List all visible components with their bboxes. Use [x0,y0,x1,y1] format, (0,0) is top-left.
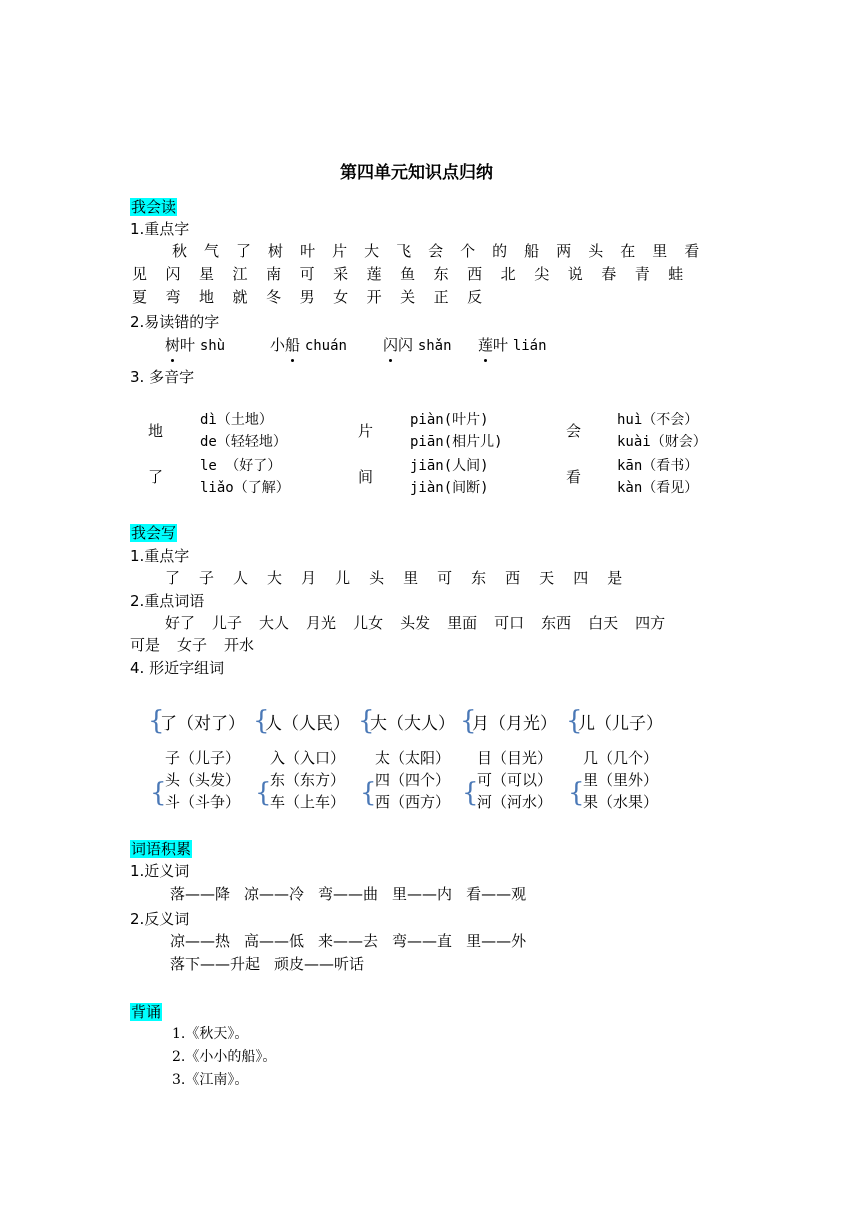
brace-icon: { [148,706,165,736]
key-char: 春 [601,265,617,283]
misread-item: 莲叶 lián [478,336,547,354]
poly-reading: kuài（财会） [617,434,707,450]
brace-icon: { [358,706,375,736]
synonym-pair: 凉——冷 [244,885,305,903]
key-char: 南 [266,265,282,283]
page-title: 第四单元知识点归纳 [340,163,493,183]
key-char: 人 [233,569,249,587]
key-word: 头发 [400,614,431,632]
recite-item: 2.《小小的船》。 [172,1049,277,1065]
antonym-pair: 落下——升起 [170,955,261,973]
key-word: 大人 [259,614,290,632]
section-vocab-header: 词语积累 [131,840,192,858]
key-char: 头 [588,242,604,260]
key-char: 秋 [172,242,188,260]
read-misread-heading: 2.易读错的字 [130,313,220,331]
similar-pair-word: 头（头发） [165,771,241,789]
key-char: 青 [634,265,650,283]
read-key-chars-row-3 [132,286,501,308]
key-char: 个 [460,242,476,260]
poly-reading: le （好了） [200,458,282,474]
similar-pair-word: 四（四个） [375,771,451,789]
key-word: 可口 [494,614,525,632]
similar-pair-word: 里（里外） [583,771,659,789]
similar-top-word: 人（人民） [265,714,350,734]
antonym-pair: 弯——直 [392,932,453,950]
key-word: 儿女 [353,614,384,632]
key-char: 叶 [300,242,316,260]
synonym-pair: 落——降 [170,885,231,903]
key-char: 大 [267,569,283,587]
misread-item: 树叶 shù [165,336,226,354]
key-char: 片 [332,242,348,260]
brace-icon: { [462,778,479,808]
key-char: 说 [567,265,583,283]
read-key-chars-row-2 [132,263,702,285]
key-char: 蛙 [668,265,684,283]
key-word: 女子 [177,636,208,654]
key-char: 男 [299,288,315,306]
synonym-pair: 弯——曲 [318,885,379,903]
key-char: 是 [607,569,623,587]
vocab-ant-heading: 2.反义词 [130,910,190,928]
misread-item: 闪闪 shǎn [383,336,452,354]
write-key-words-heading: 2.重点词语 [130,592,205,610]
similar-pair-word: 西（西方） [375,793,451,811]
poly-char: 间 [358,468,374,486]
antonym-pair: 里——外 [466,932,527,950]
similar-pair-word: 可（可以） [477,771,553,789]
similar-top-word: 儿（儿子） [578,714,663,734]
key-word: 白天 [588,614,619,632]
antonym-pair: 高——低 [244,932,305,950]
poly-reading: de（轻轻地） [200,434,287,450]
key-char: 夏 [132,288,148,306]
poly-reading: piān(相片儿) [410,434,503,450]
antonym-pair: 来——去 [318,932,379,950]
section-read-header: 我会读 [131,198,177,216]
key-char: 北 [500,265,516,283]
similar-mid-word: 子（儿子） [165,749,241,767]
read-key-chars-heading: 1.重点字 [130,220,190,238]
key-char: 关 [400,288,416,306]
poly-reading: jiān(人间) [410,458,489,474]
key-char: 正 [433,288,449,306]
poly-reading: dì（土地） [200,412,273,428]
key-char: 的 [492,242,508,260]
key-char: 弯 [165,288,181,306]
write-key-chars [165,567,641,589]
brace-icon: { [460,706,477,736]
key-char: 树 [268,242,284,260]
vocab-syn-heading: 1.近义词 [130,862,190,880]
key-char: 就 [232,288,248,306]
write-key-words-line-2 [130,634,271,656]
key-char: 西 [467,265,483,283]
brace-icon: { [255,778,272,808]
key-word: 可是 [130,636,161,654]
brace-icon: { [253,706,270,736]
antonyms-line-2 [170,953,378,975]
key-char: 大 [364,242,380,260]
key-char: 天 [539,569,555,587]
recite-item: 3.《江南》。 [172,1072,249,1088]
key-char: 西 [505,569,521,587]
key-word: 里面 [447,614,478,632]
key-char: 看 [684,242,700,260]
key-char: 星 [199,265,215,283]
key-char: 闪 [165,265,181,283]
key-char: 江 [232,265,248,283]
key-word: 开水 [224,636,255,654]
recite-item: 1.《秋天》。 [172,1026,249,1042]
section-write-header: 我会写 [131,524,177,542]
key-char: 飞 [396,242,412,260]
key-char: 开 [366,288,382,306]
similar-mid-word: 目（目光） [477,749,553,767]
key-char: 船 [524,242,540,260]
key-char: 女 [333,288,349,306]
brace-icon: { [360,778,377,808]
key-char: 了 [165,569,181,587]
poly-char: 会 [566,422,582,440]
key-char: 里 [652,242,668,260]
poly-char: 地 [148,422,164,440]
key-char: 见 [132,265,148,283]
key-char: 鱼 [400,265,416,283]
similar-pair-word: 果（水果） [583,793,659,811]
similar-pair-word: 东（东方） [270,771,346,789]
key-char: 反 [467,288,483,306]
poly-reading: liǎo（了解） [200,480,290,496]
poly-char: 了 [148,468,164,486]
key-char: 冬 [266,288,282,306]
key-char: 可 [437,569,453,587]
key-char: 尖 [534,265,550,283]
brace-icon: { [568,778,585,808]
antonym-pair: 顽皮——听话 [274,955,365,973]
key-char: 里 [403,569,419,587]
write-key-chars-heading: 1.重点字 [130,547,190,565]
similar-pair-word: 河（河水） [477,793,553,811]
key-char: 了 [236,242,252,260]
poly-reading: huì（不会） [617,412,699,428]
key-char: 两 [556,242,572,260]
antonyms-line-1 [170,930,540,952]
key-char: 莲 [366,265,382,283]
similar-mid-word: 入（入口） [270,749,346,767]
key-char: 地 [199,288,215,306]
similar-pair-word: 斗（斗争） [165,793,241,811]
synonym-pair: 看——观 [466,885,527,903]
similar-mid-word: 几（几个） [583,749,659,767]
read-key-chars-row-1 [172,240,716,262]
similar-mid-word: 太（太阳） [375,749,451,767]
write-key-words-line-1 [165,612,682,634]
poly-char: 看 [566,468,582,486]
antonym-pair: 凉——热 [170,932,231,950]
poly-reading: kān（看书） [617,458,699,474]
brace-icon: { [150,778,167,808]
poly-char: 片 [358,422,374,440]
synonyms-line [170,883,540,905]
key-char: 四 [573,569,589,587]
poly-reading: piàn(叶片) [410,412,489,428]
key-char: 可 [299,265,315,283]
key-word: 东西 [541,614,572,632]
similar-top-word: 了（对了） [160,714,245,734]
key-char: 东 [433,265,449,283]
key-char: 在 [620,242,636,260]
key-word: 四方 [635,614,666,632]
poly-reading: kàn（看见） [617,480,699,496]
poly-reading: jiàn(间断) [410,480,489,496]
misread-item: 小船 chuán [270,336,347,354]
key-char: 气 [204,242,220,260]
similar-pair-word: 车（上车） [270,793,346,811]
key-char: 头 [369,569,385,587]
read-poly-heading: 3. 多音字 [130,368,195,386]
key-char: 儿 [335,569,351,587]
key-word: 月光 [306,614,337,632]
section-recite-header: 背诵 [131,1003,162,1021]
synonym-pair: 里——内 [392,885,453,903]
write-similar-heading: 4. 形近字组词 [130,659,225,677]
key-char: 会 [428,242,444,260]
key-char: 月 [301,569,317,587]
similar-top-word: 大（大人） [370,714,455,734]
key-char: 子 [199,569,215,587]
similar-top-word: 月（月光） [472,714,557,734]
brace-icon: { [566,706,583,736]
key-word: 儿子 [212,614,243,632]
key-char: 采 [333,265,349,283]
key-word: 好了 [165,614,196,632]
key-char: 东 [471,569,487,587]
